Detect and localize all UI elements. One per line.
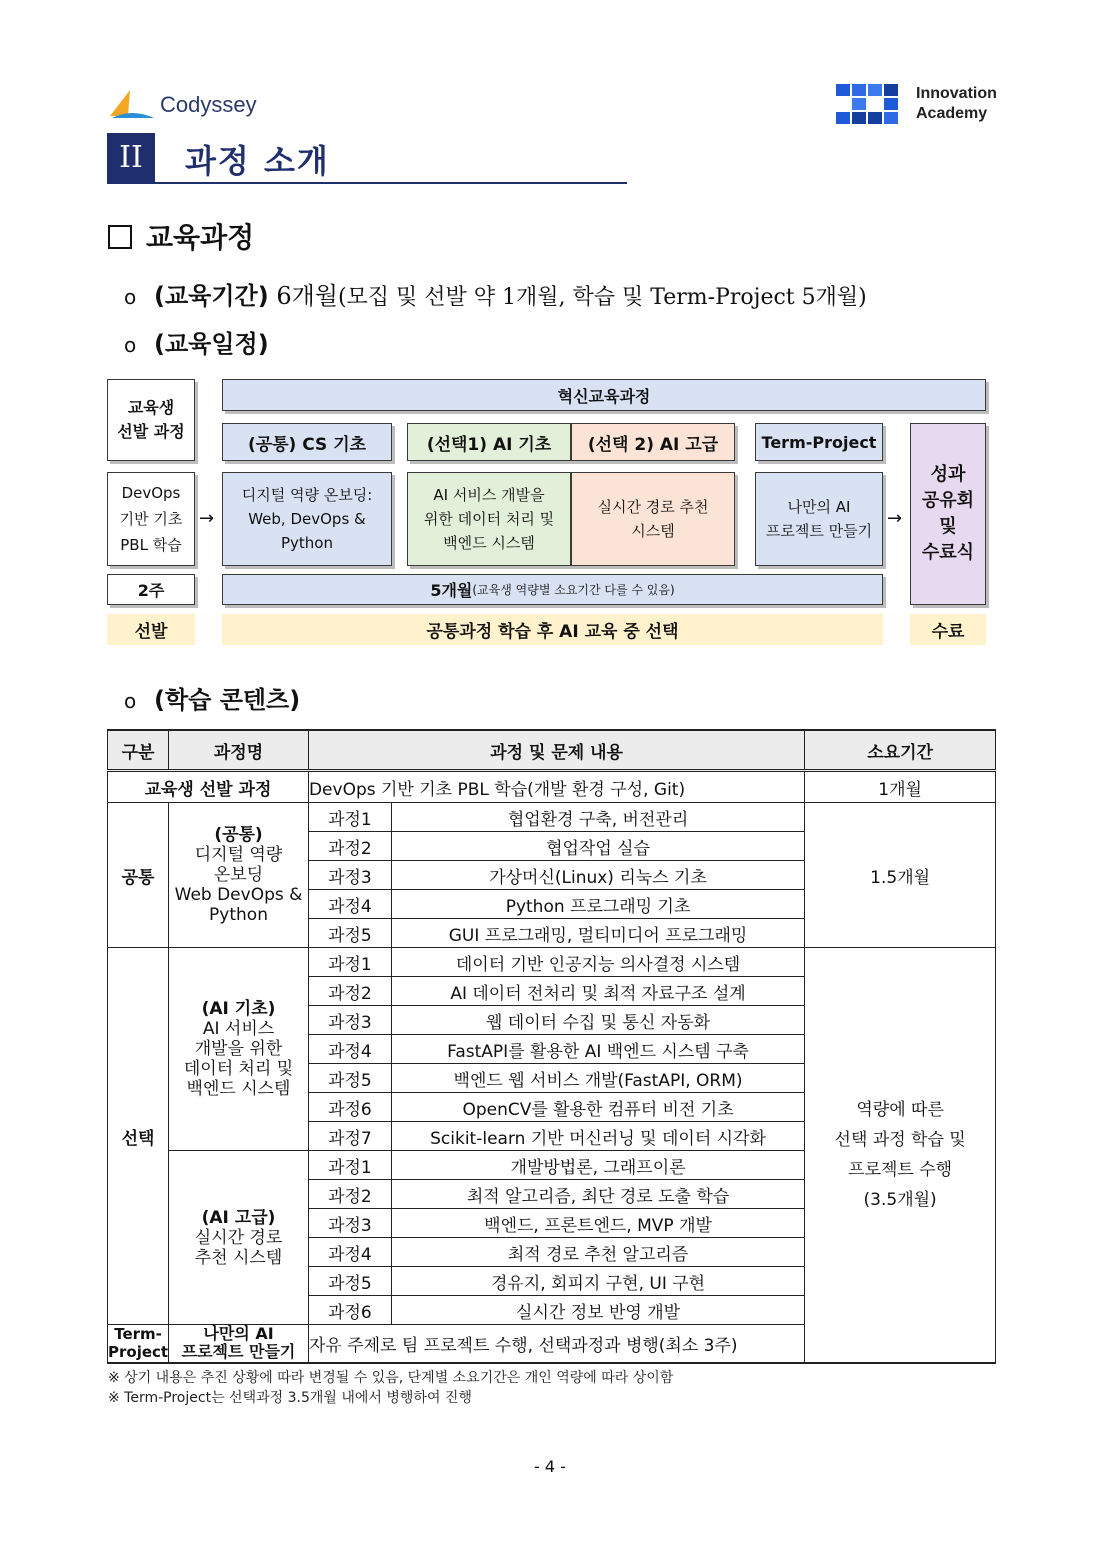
header-duration: 소요기간 — [805, 730, 996, 771]
common-cs-header: (공통) CS 기초 — [222, 423, 392, 461]
step-cell: 과정5 — [308, 919, 391, 948]
content-cell: 경유지, 회피지 구현, UI 구현 — [391, 1267, 804, 1296]
curriculum-heading — [108, 216, 254, 256]
curriculum-heading-text: 교육과정 — [146, 221, 255, 254]
arrow-right-icon: → — [887, 508, 903, 529]
logo-line-1: Innovation — [916, 85, 997, 102]
ai-service-box: AI 서비스 개발을 위한 데이터 처리 및 백엔드 시스템 — [407, 472, 571, 566]
common-name-bold: (공통) — [214, 825, 263, 845]
step-cell: 과정5 — [308, 1064, 391, 1093]
step-cell: 과정2 — [308, 977, 391, 1006]
selection-bar: 선발 — [107, 614, 195, 645]
logo-line-2: Academy — [916, 105, 988, 122]
five-months-label: 5개월 — [430, 581, 473, 600]
content-cell: Python 프로그래밍 기초 — [391, 890, 804, 919]
select-duration: 역량에 따른 선택 과정 학습 및 프로젝트 수행 (3.5개월) — [805, 948, 996, 1363]
header-content: 과정 및 문제 내용 — [308, 730, 804, 771]
five-months-note: (교육생 역량별 소요기간 다를 수 있음) — [472, 583, 675, 597]
realtime-route-box: 실시간 경로 추천 시스템 — [571, 472, 735, 566]
contents-table — [107, 729, 996, 1364]
selection-content: DevOps 기반 기초 PBL 학습(개발 환경 구성, Git) — [308, 771, 804, 803]
note-line: ※ 상기 내용은 추진 상황에 따라 변경될 수 있음, 단계별 소요기간은 개인 역량에 따라 상이함 — [108, 1370, 674, 1386]
table-row — [108, 948, 996, 977]
five-months-box — [222, 574, 883, 605]
note-line: ※ Term-Project는 선택과정 3.5개월 내에서 병행하여 진행 — [108, 1390, 472, 1406]
section-title: 과정 소개 — [185, 142, 330, 180]
ai-adv-name-bold: (AI 고급) — [201, 1207, 276, 1228]
ai-adv-course-name — [169, 1151, 309, 1325]
devops-pbl-box: DevOps 기반 기초 PBL 학습 — [107, 472, 195, 566]
schedule-bullet: o (교육일정) — [124, 330, 269, 358]
selection-category: 교육생 선발 과정 — [108, 771, 309, 803]
step-cell: 과정6 — [308, 1093, 391, 1122]
notes — [108, 1368, 673, 1408]
completion-ceremony-box: 성과 공유회 및 수료식 — [910, 423, 986, 605]
period-bullet: o (교육기간) 6개월(모집 및 선발 약 1개월, 학습 및 Term-Project 5개월) — [124, 282, 867, 310]
period-detail: (모집 및 선발 약 1개월, 학습 및 Term-Project 5개월) — [337, 285, 867, 310]
content-cell: 실시간 정보 반영 개발 — [391, 1296, 804, 1325]
content-cell: 데이터 기반 인공지능 의사결정 시스템 — [391, 948, 804, 977]
step-cell: 과정3 — [308, 1006, 391, 1035]
common-category: 공통 — [108, 803, 169, 948]
step-cell: 과정2 — [308, 1180, 391, 1209]
page-number: - 4 - — [534, 1457, 566, 1476]
term-course-name: 나만의 AI 프로젝트 만들기 — [169, 1325, 309, 1363]
content-cell: 개발방법론, 그래프이론 — [391, 1151, 804, 1180]
innovation-academy-logo-icon — [836, 84, 900, 126]
table-row — [108, 771, 996, 803]
common-course-name — [169, 803, 309, 948]
content-cell: 백엔드 웹 서비스 개발(FastAPI, ORM) — [391, 1064, 804, 1093]
innovation-course-header: 혁신교육과정 — [222, 379, 986, 411]
content-cell: 가상머신(Linux) 리눅스 기초 — [391, 861, 804, 890]
completion-bar: 수료 — [910, 614, 986, 645]
content-cell: OpenCV를 활용한 컴퓨터 비전 기초 — [391, 1093, 804, 1122]
content-cell: 협업환경 구축, 버전관리 — [391, 803, 804, 832]
term-project-header: Term-Project — [755, 423, 883, 461]
content-cell: AI 데이터 전처리 및 최적 자료구조 설계 — [391, 977, 804, 1006]
table-row — [108, 803, 996, 832]
codyssey-logo-text: Codyssey — [160, 92, 257, 117]
content-cell: 최적 경로 추천 알고리즘 — [391, 1238, 804, 1267]
schedule-label: (교육일정) — [154, 330, 269, 358]
content-cell: 웹 데이터 수집 및 통신 자동화 — [391, 1006, 804, 1035]
codyssey-logo-icon — [108, 88, 156, 120]
step-cell: 과정4 — [308, 890, 391, 919]
step-cell: 과정5 — [308, 1267, 391, 1296]
option1-header: (선택1) AI 기초 — [407, 423, 571, 461]
table-header-row — [108, 730, 996, 771]
digital-onboarding-box: 디지털 역량 온보딩: Web, DevOps & Python — [222, 472, 392, 566]
contents-label: (학습 콘텐츠) — [154, 686, 301, 714]
innovation-academy-logo — [836, 84, 1006, 128]
ai-adv-name-text: 실시간 경로 추천 시스템 — [194, 1227, 283, 1268]
section-number: II — [107, 133, 155, 183]
two-weeks-box: 2주 — [107, 574, 195, 605]
step-cell: 과정4 — [308, 1035, 391, 1064]
selection-process-header: 교육생 선발 과정 — [107, 379, 195, 461]
content-cell: 협업작업 실습 — [391, 832, 804, 861]
section-underline — [107, 182, 627, 184]
content-cell: 최적 알고리즘, 최단 경로 도출 학습 — [391, 1180, 804, 1209]
codyssey-logo — [108, 86, 268, 122]
step-cell: 과정7 — [308, 1122, 391, 1151]
selection-duration: 1개월 — [805, 771, 996, 803]
ai-basic-name-text: AI 서비스 개발을 위한 데이터 처리 및 백엔드 시스템 — [183, 1019, 294, 1099]
step-cell: 과정4 — [308, 1238, 391, 1267]
content-cell: 백엔드, 프론트엔드, MVP 개발 — [391, 1209, 804, 1238]
header-course-name: 과정명 — [169, 730, 309, 771]
term-content: 자유 주제로 팀 프로젝트 수행, 선택과정과 병행(최소 3주) — [308, 1325, 804, 1363]
common-name-text: 디지털 역량 온보딩 Web DevOps & Python — [174, 845, 303, 925]
step-cell: 과정3 — [308, 861, 391, 890]
content-cell: GUI 프로그래밍, 멀티미디어 프로그래밍 — [391, 919, 804, 948]
step-cell: 과정2 — [308, 832, 391, 861]
term-category: Term- Project — [108, 1325, 169, 1362]
content-cell: Scikit-learn 기반 머신러닝 및 데이터 시각화 — [391, 1122, 804, 1151]
step-cell: 과정6 — [308, 1296, 391, 1325]
header-category: 구분 — [108, 730, 169, 771]
step-cell: 과정3 — [308, 1209, 391, 1238]
my-ai-project-box: 나만의 AI 프로젝트 만들기 — [755, 472, 883, 566]
option2-header: (선택 2) AI 고급 — [571, 423, 735, 461]
ai-basic-course-name — [169, 948, 309, 1151]
ai-basic-name-bold: (AI 기초) — [201, 999, 276, 1019]
checkbox-square-icon — [108, 225, 132, 249]
step-cell: 과정1 — [308, 948, 391, 977]
common-duration: 1.5개월 — [805, 803, 996, 948]
step-cell: 과정1 — [308, 1151, 391, 1180]
period-main: 6개월 — [276, 282, 338, 310]
period-label: (교육기간) — [154, 282, 269, 310]
select-category: 선택 — [108, 948, 169, 1325]
contents-bullet: o (학습 콘텐츠) — [124, 686, 301, 714]
step-cell: 과정1 — [308, 803, 391, 832]
content-cell: FastAPI를 활용한 AI 백엔드 시스템 구축 — [391, 1035, 804, 1064]
arrow-right-icon: → — [199, 508, 215, 529]
common-course-bar: 공통과정 학습 후 AI 교육 중 선택 — [222, 614, 883, 645]
